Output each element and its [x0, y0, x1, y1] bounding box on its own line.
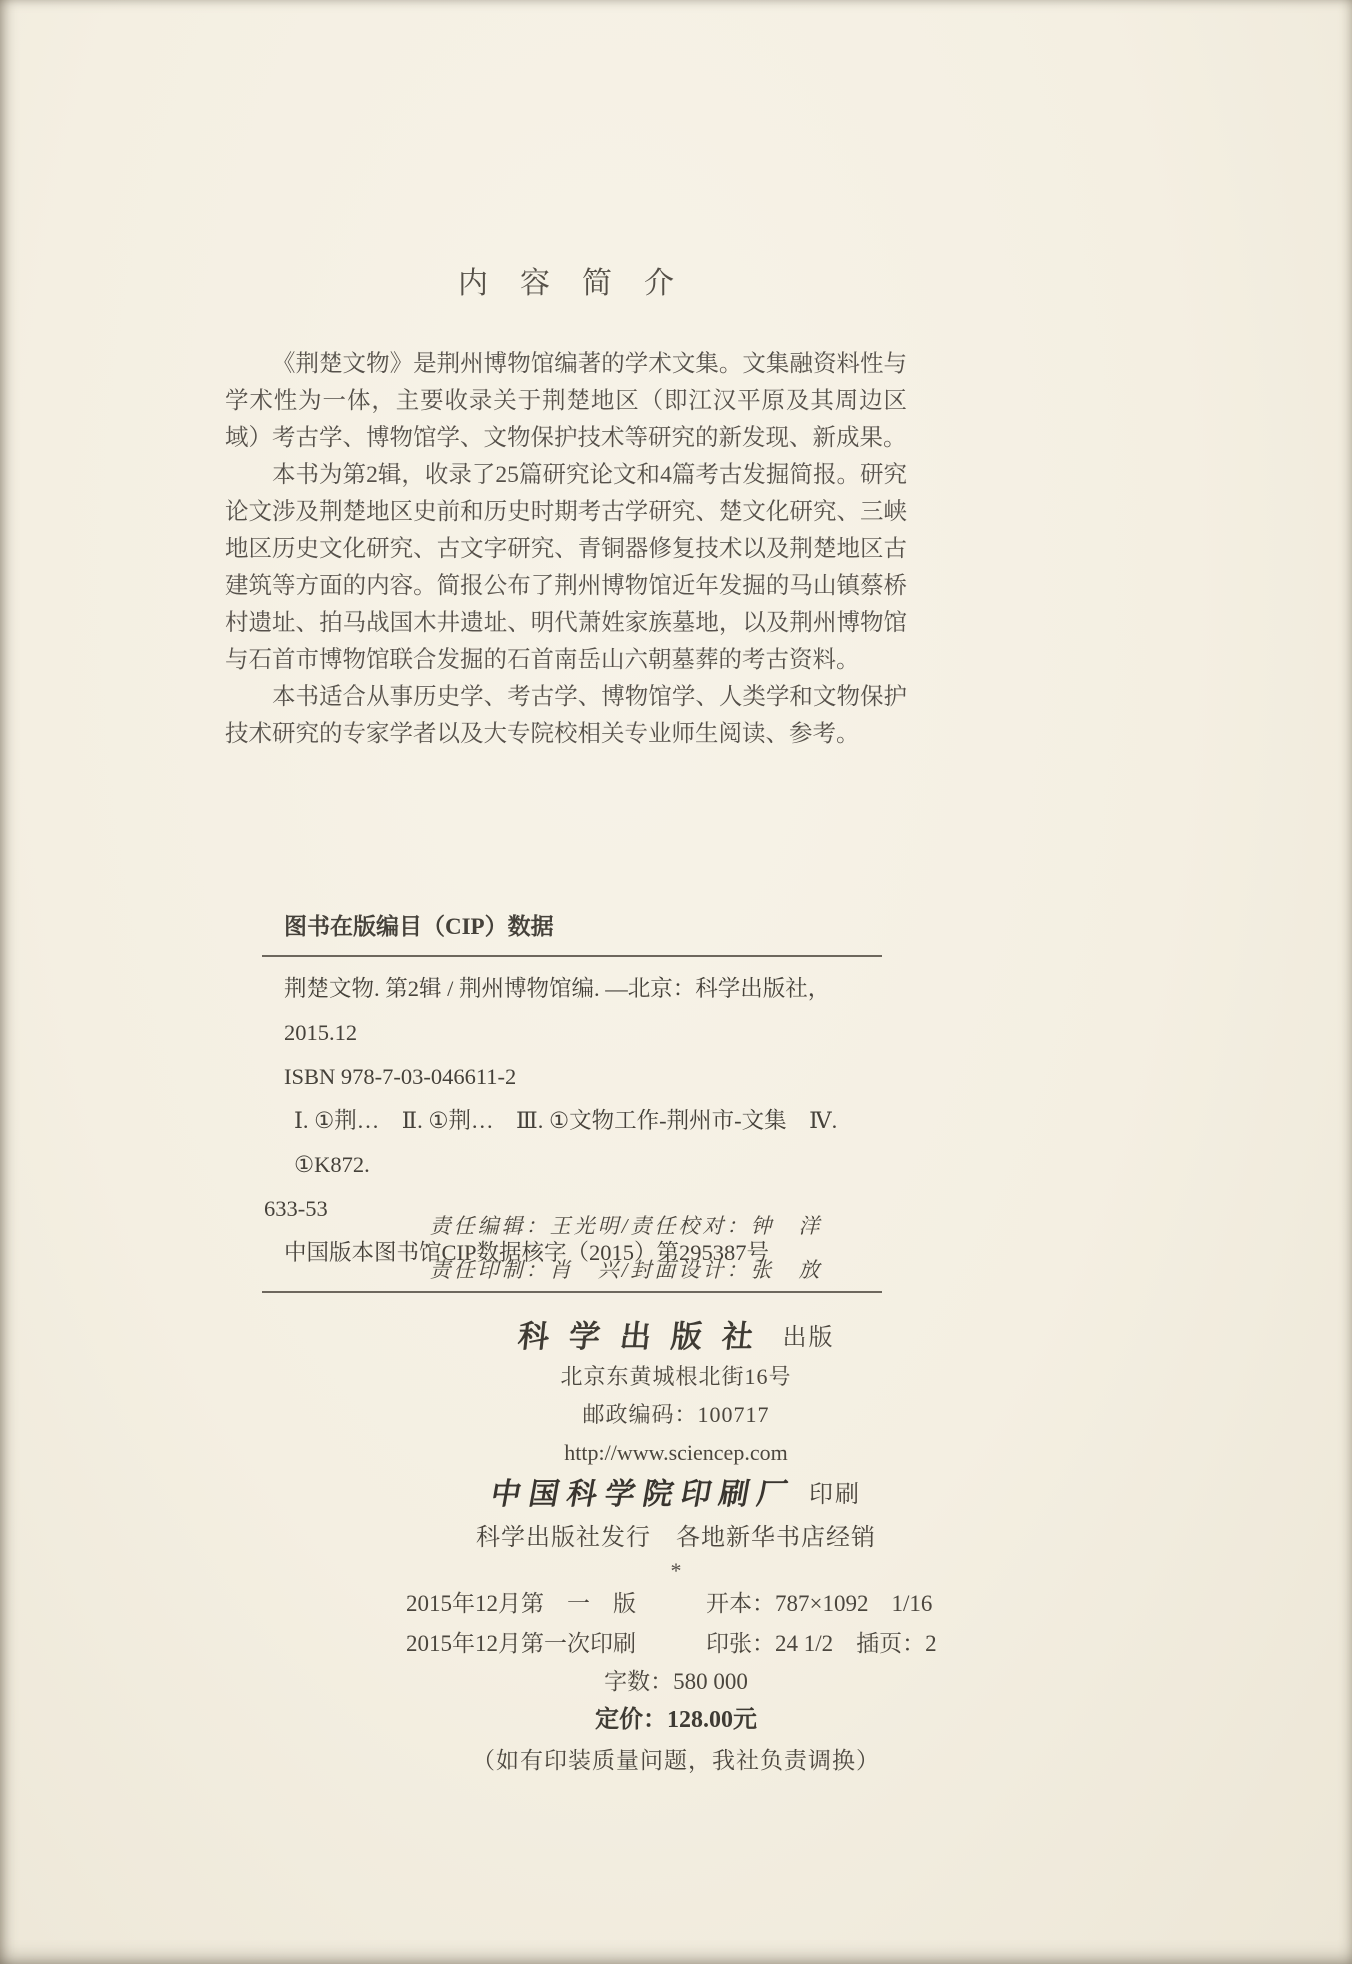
credits-line-1: 责任编辑：王光明/责任校对：钟 洋 [429, 1214, 823, 1238]
publisher-address: 北京东黄城根北街16号 [560, 1364, 792, 1389]
edition-row-2 [30, 1624, 1352, 1664]
publisher-logo: 科学出版社 [515, 1319, 775, 1354]
publisher-role: 出版 [782, 1325, 835, 1351]
content-summary-section [225, 258, 907, 753]
price-line [0, 1700, 1352, 1740]
edition-format: 开本：787×1092 1/16 [706, 1591, 933, 1616]
cip-classification-continued: 633-53 [264, 1196, 328, 1221]
edition-row-1 [30, 1584, 1352, 1624]
intro-paragraph-1: 《荆楚文物》是荆州博物馆编著的学术文集。文集融资料性与学术性为一体，主要收录关于荆楚地区（即江汉平原及其周边区域）考古学、博物馆学、文物保护技术等研究的新发现、新成果。 [225, 351, 907, 451]
price-value: 128.00元 [667, 1707, 757, 1733]
cip-title-line: 荆楚文物. 第2辑 / 荆州博物馆编. —北京：科学出版社，2015.12 [284, 976, 831, 1045]
publisher-website: http://www.sciencep.com [564, 1440, 788, 1465]
intro-paragraph-2: 本书为第2辑，收录了25篇研究论文和4篇考古发掘简报。研究论文涉及荆楚地区史前和历史时期考古学研究、楚文化研究、三峡地区历史文化研究、古文字研究、青铜器修复技术以及荆楚地区古建筑等方面的内容。简报公布了荆州博物馆近年发掘的马山镇蔡桥村遗址、拍马战国木井遗址、明代萧姓家族墓地，以及荆州博物馆与石首市博物馆联合发掘的石首南岳山六朝墓葬的考古资料。 [225, 462, 907, 673]
printer-role: 印刷 [809, 1482, 861, 1508]
separator-star: * [670, 1558, 682, 1583]
publisher-postcode: 邮政编码：100717 [582, 1402, 770, 1427]
distribution-line: 科学出版社发行 各地新华书店经销 [476, 1525, 876, 1551]
quality-note: （如有印装质量问题，我社负责调换） [472, 1748, 880, 1773]
credits-line-2: 责任印制：肖 兴/封面设计：张 放 [429, 1258, 823, 1282]
printer-logo: 中国科学院印刷厂 [488, 1478, 798, 1511]
price-label: 定价： [595, 1707, 667, 1733]
credits-section [0, 1204, 1252, 1292]
imprint-section [0, 1316, 1352, 1782]
edition-sheets: 印张：24 1/2 插页：2 [706, 1631, 937, 1656]
content-summary-title: 内容简介 [458, 267, 706, 300]
cip-heading: 图书在版编目（CIP）数据 [284, 914, 554, 939]
word-count: 字数：580 000 [604, 1669, 748, 1694]
edition-printing: 2015年12月第一次印刷 [406, 1631, 636, 1656]
edition-version: 2015年12月第 一 版 [406, 1591, 636, 1616]
cip-registration-line: 中国版本图书馆CIP数据核字（2015）第295387号 [284, 1240, 770, 1265]
intro-paragraph-3: 本书适合从事历史学、考古学、博物馆学、人类学和文物保护技术研究的专家学者以及大专院校相关专业师生阅读、参考。 [225, 684, 907, 747]
publisher-line [0, 1316, 1352, 1358]
cip-isbn-line: ISBN 978-7-03-046611-2 [284, 1064, 517, 1089]
printer-line [0, 1472, 1352, 1518]
cip-classification-line: Ⅰ. ①荆… Ⅱ. ①荆… Ⅲ. ①文物工作-荆州市-文集 Ⅳ. ①K872. [294, 1108, 838, 1177]
